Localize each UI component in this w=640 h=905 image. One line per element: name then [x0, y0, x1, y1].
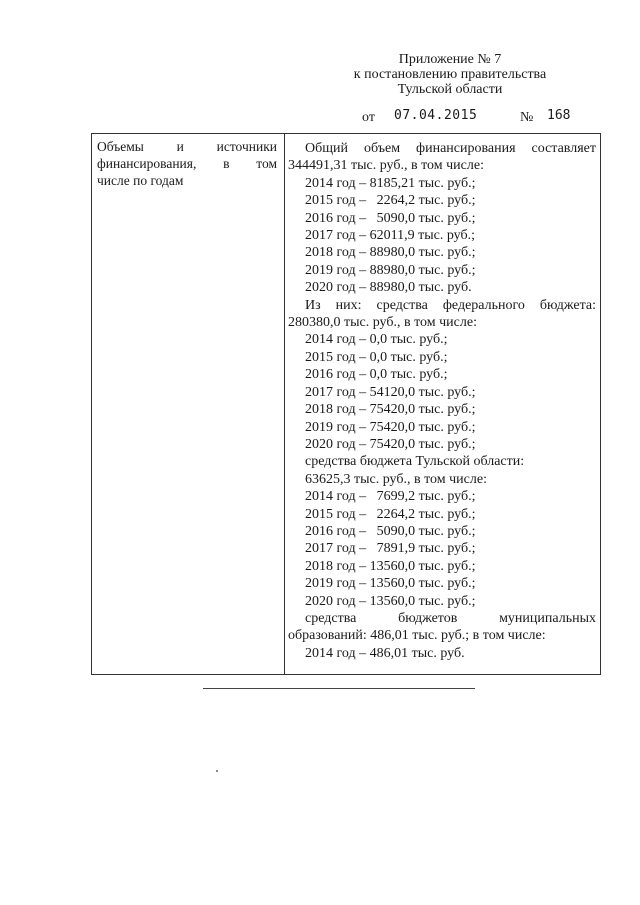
appendix-reference: к постановлению правительства: [353, 67, 547, 82]
table-right-cell: [288, 140, 596, 662]
right-cell-line: 2019 год – 88980,0 тыс. руб.;: [305, 262, 476, 278]
right-cell-line: 2017 год – 54120,0 тыс. руб.;: [305, 384, 476, 400]
date-prefix: от: [362, 110, 375, 125]
right-cell-line: 2014 год – 7699,2 тыс. руб.;: [305, 489, 476, 505]
right-cell-line: 2017 год – 62011,9 тыс. руб.;: [305, 228, 475, 244]
right-cell-line: 2015 год – 2264,2 тыс. руб.;: [305, 193, 476, 209]
right-cell-line: образований: 486,01 тыс. руб.; в том числе:: [288, 628, 546, 644]
right-cell-line: 280380,0 тыс. руб., в том числе:: [288, 315, 477, 331]
right-cell-line: средства бюджета Тульской области:: [305, 454, 525, 470]
right-cell-line: 2017 год – 7891,9 тыс. руб.;: [305, 541, 476, 557]
left-cell-line: числе по годам: [97, 173, 184, 188]
right-cell-line: 2020 год – 13560,0 тыс. руб.;: [305, 593, 476, 609]
left-cell-line: Объемы и источники: [97, 139, 277, 154]
right-cell-line: средства бюджетов муниципальных: [305, 610, 596, 626]
right-cell-line: 63625,3 тыс. руб., в том числе:: [305, 471, 487, 487]
right-cell-line: 2014 год – 0,0 тыс. руб.;: [305, 332, 448, 348]
document-meta: [362, 108, 582, 126]
right-cell-line: 2015 год – 0,0 тыс. руб.;: [305, 349, 448, 365]
right-cell-line: 2016 год – 5090,0 тыс. руб.;: [305, 523, 476, 539]
appendix-title: Приложение № 7: [398, 52, 502, 67]
financing-table: [91, 133, 601, 675]
column-divider: [284, 134, 285, 674]
right-cell-line: Из них: средства федерального бюджета:: [305, 297, 596, 313]
appendix-region: Тульской области: [397, 82, 503, 97]
right-cell-line: 2016 год – 5090,0 тыс. руб.;: [305, 210, 476, 226]
right-cell-line: 2018 год – 75420,0 тыс. руб.;: [305, 402, 476, 418]
right-cell-line: 2015 год – 2264,2 тыс. руб.;: [305, 506, 476, 522]
right-cell-line: Общий объем финансирования составляет: [305, 141, 596, 156]
right-cell-line: 2018 год – 13560,0 тыс. руб.;: [305, 558, 476, 574]
right-cell-line: 2016 год – 0,0 тыс. руб.;: [305, 367, 448, 383]
left-cell-line: финансирования, в том: [97, 156, 277, 171]
appendix-header: [330, 52, 570, 97]
table-left-cell: [97, 138, 277, 189]
right-cell-line: 344491,31 тыс. руб., в том числе:: [288, 158, 484, 174]
right-cell-line: 2014 год – 486,01 тыс. руб.: [305, 645, 465, 661]
right-cell-line: 2019 год – 75420,0 тыс. руб.;: [305, 419, 476, 435]
right-cell-line: 2018 год – 88980,0 тыс. руб.;: [305, 245, 476, 261]
right-cell-line: 2014 год – 8185,21 тыс. руб.;: [305, 175, 476, 191]
bottom-rule: [203, 688, 475, 689]
right-cell-line: 2020 год – 75420,0 тыс. руб.;: [305, 436, 476, 452]
document-date: 07.04.2015: [394, 108, 478, 123]
document-number: 168: [547, 108, 571, 123]
number-label: №: [520, 110, 534, 125]
scan-speck: [216, 770, 218, 772]
right-cell-line: 2020 год – 88980,0 тыс. руб.: [305, 280, 472, 296]
right-cell-line: 2019 год – 13560,0 тыс. руб.;: [305, 576, 476, 592]
